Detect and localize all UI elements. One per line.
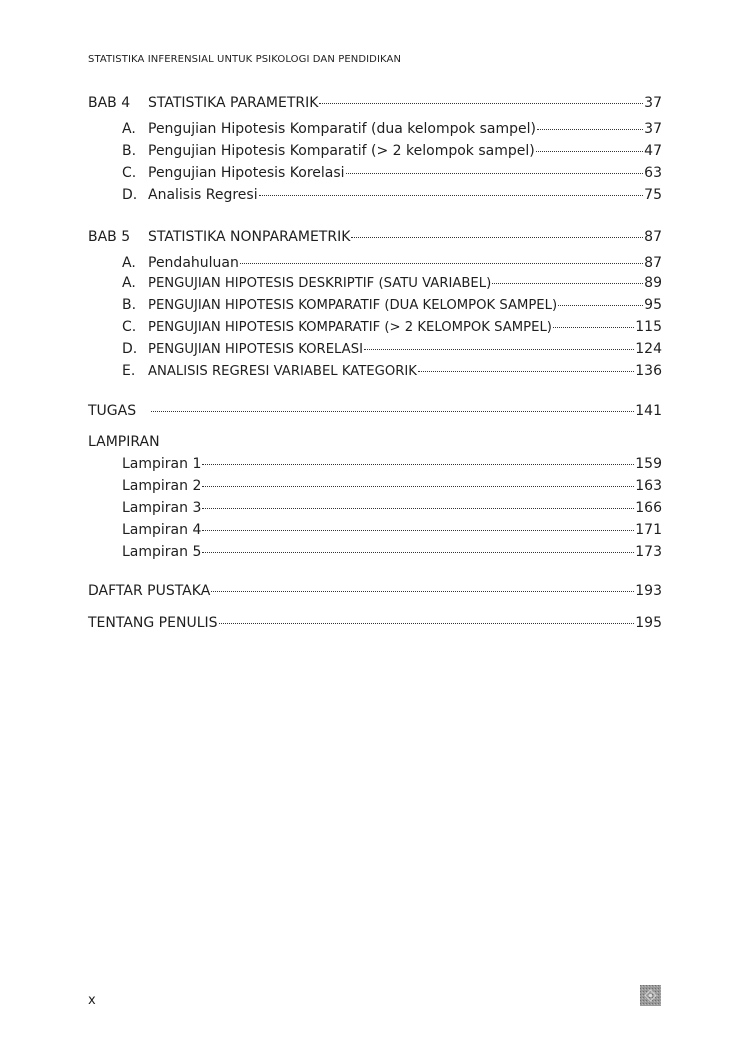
item-label: D. <box>122 187 138 203</box>
page-number: 166 <box>635 500 662 516</box>
dot-leader <box>202 485 634 487</box>
toc-entry-lampiran[interactable] <box>88 498 662 518</box>
dot-leader <box>536 150 643 152</box>
dot-leader <box>558 304 643 306</box>
item-label: B. <box>122 143 137 159</box>
toc-entry[interactable] <box>88 361 662 381</box>
dot-leader <box>202 551 634 553</box>
item-label: B. <box>122 297 137 313</box>
item-title: Lampiran 4 <box>122 522 202 538</box>
page-number: 163 <box>635 478 662 494</box>
section-heading-lampiran: LAMPIRAN <box>88 434 160 450</box>
item-label: A. <box>122 275 136 291</box>
dot-leader <box>211 590 634 592</box>
page-folio: x <box>88 993 96 1008</box>
toc-entry-bab5[interactable] <box>88 227 662 247</box>
item-title: Lampiran 2 <box>122 478 202 494</box>
page-number: 124 <box>635 341 662 357</box>
page-number: 47 <box>644 143 662 159</box>
section-title: TENTANG PENULIS <box>88 615 218 631</box>
page-number: 115 <box>635 319 662 335</box>
running-header: STATISTIKA INFERENSIAL UNTUK PSIKOLOGI DAN PENDIDIKAN <box>88 54 402 65</box>
dot-leader <box>202 529 634 531</box>
page-number: 37 <box>644 121 662 137</box>
item-title: Lampiran 3 <box>122 500 202 516</box>
chapter-title: STATISTIKA NONPARAMETRIK <box>148 229 351 245</box>
page-number: 37 <box>644 95 662 111</box>
dot-leader <box>364 348 634 350</box>
item-title: PENGUJIAN HIPOTESIS DESKRIPTIF (SATU VARIABEL) <box>148 276 492 291</box>
dot-leader <box>553 326 634 328</box>
item-title: PENGUJIAN HIPOTESIS KOMPARATIF (> 2 KELOMPOK SAMPEL) <box>148 320 552 335</box>
dot-leader <box>319 102 643 104</box>
toc-entry-lampiran[interactable] <box>88 476 662 496</box>
page-number: 173 <box>635 544 662 560</box>
toc-entry[interactable] <box>88 119 662 139</box>
item-title: Pendahuluan <box>148 255 239 271</box>
dot-leader <box>202 507 634 509</box>
dot-leader <box>240 262 643 264</box>
toc-entry-lampiran[interactable] <box>88 520 662 540</box>
toc-entry[interactable] <box>88 273 662 293</box>
toc-entry-tentang-penulis[interactable] <box>88 613 662 633</box>
item-label: D. <box>122 341 138 357</box>
dot-leader <box>492 282 643 284</box>
item-title: Lampiran 1 <box>122 456 202 472</box>
dot-leader <box>219 622 635 624</box>
dot-leader <box>537 128 643 130</box>
toc-entry[interactable] <box>88 339 662 359</box>
toc-entry-bab4[interactable] <box>88 93 662 113</box>
item-title: Analisis Regresi <box>148 187 258 203</box>
page-number: 87 <box>644 255 662 271</box>
toc-entry[interactable] <box>88 185 662 205</box>
item-title: Pengujian Hipotesis Korelasi <box>148 165 345 181</box>
item-title: PENGUJIAN HIPOTESIS KOMPARATIF (DUA KELOMPOK SAMPEL) <box>148 298 558 313</box>
chapter-label: BAB 4 <box>88 95 131 111</box>
decorative-square-icon <box>640 985 661 1006</box>
item-label: E. <box>122 363 136 379</box>
item-label: A. <box>122 121 136 137</box>
page-number: 89 <box>644 275 662 291</box>
page-number: 87 <box>644 229 662 245</box>
page-number: 159 <box>635 456 662 472</box>
dot-leader <box>346 172 644 174</box>
toc-entry-lampiran[interactable] <box>88 454 662 474</box>
item-label: A. <box>122 255 136 271</box>
section-title: DAFTAR PUSTAKA <box>88 583 211 599</box>
page-number: 195 <box>635 615 662 631</box>
toc-entry-tugas[interactable] <box>88 401 662 421</box>
chapter-label: BAB 5 <box>88 229 131 245</box>
toc-entry-daftar-pustaka[interactable] <box>88 581 662 601</box>
toc-entry[interactable] <box>88 253 662 273</box>
chapter-title: STATISTIKA PARAMETRIK <box>148 95 319 111</box>
toc-entry[interactable] <box>88 141 662 161</box>
dot-leader <box>202 463 634 465</box>
page-number: 171 <box>635 522 662 538</box>
item-label: C. <box>122 319 137 335</box>
dot-leader <box>351 236 643 238</box>
page-number: 75 <box>644 187 662 203</box>
item-title: Pengujian Hipotesis Komparatif (> 2 kelompok sampel) <box>148 143 535 159</box>
page-number: 141 <box>635 403 662 419</box>
page-number: 136 <box>635 363 662 379</box>
toc-entry[interactable] <box>88 295 662 315</box>
toc-entry-lampiran[interactable] <box>88 542 662 562</box>
page-number: 95 <box>644 297 662 313</box>
dot-leader <box>259 194 644 196</box>
dot-leader <box>151 410 634 412</box>
item-title: Pengujian Hipotesis Komparatif (dua kelompok sampel) <box>148 121 536 137</box>
toc-entry[interactable] <box>88 163 662 183</box>
item-title: PENGUJIAN HIPOTESIS KORELASI <box>148 342 363 357</box>
item-label: C. <box>122 165 137 181</box>
page-number: 193 <box>635 583 662 599</box>
toc-entry[interactable] <box>88 317 662 337</box>
item-title: ANALISIS REGRESI VARIABEL KATEGORIK <box>148 364 417 379</box>
item-title: Lampiran 5 <box>122 544 202 560</box>
dot-leader <box>418 370 634 372</box>
page-number: 63 <box>644 165 662 181</box>
section-title: TUGAS <box>88 403 137 419</box>
